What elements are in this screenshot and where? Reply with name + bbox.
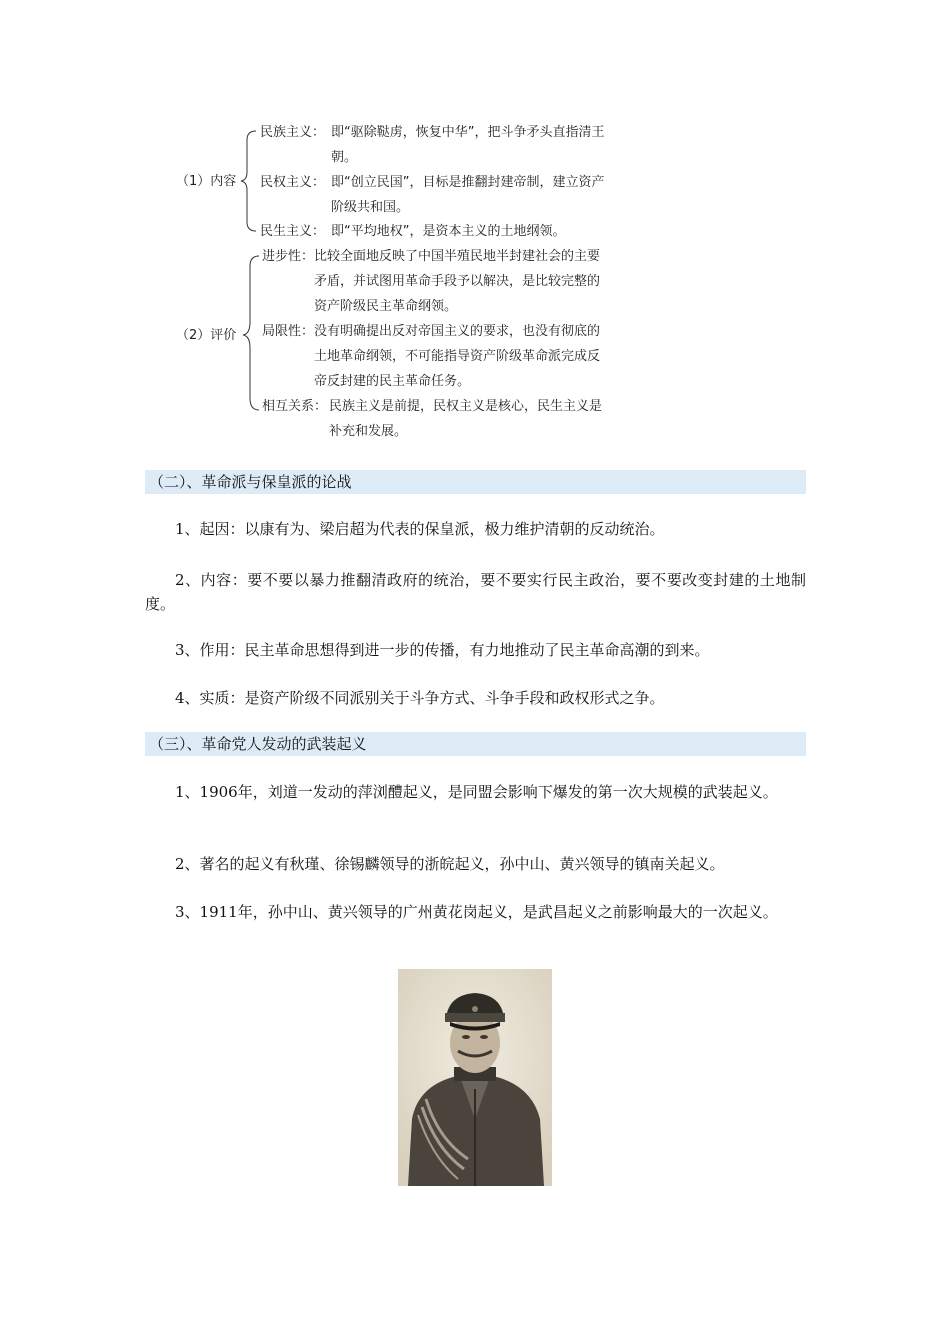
section3-heading: （三）、革命党人发动的武装起义: [145, 732, 806, 756]
progressive-term: 进步性：: [262, 249, 315, 264]
democracy-term: 民权主义：: [260, 175, 326, 190]
section3-para-1911: 3、1911年，孙中山、黄兴领导的广州黄花岗起义，是武昌起义之前影响最大的一次起义。: [175, 903, 778, 921]
progressive-text-line3: 资产阶级民主革命纲领。: [314, 299, 458, 314]
nationalism-text-line1: 即“驱除鞑虏，恢复中华”，把斗争矛头直指清王: [331, 125, 605, 140]
relation-term: 相互关系：: [262, 399, 328, 414]
nationalism-text-line2: 朝。: [331, 150, 358, 165]
democracy-text-line2: 阶级共和国。: [331, 200, 410, 215]
portrait-photo: [398, 969, 552, 1186]
progressive-text-line1: 比较全面地反映了中国半殖民地半封建社会的主要: [314, 249, 601, 264]
content-brace: [241, 131, 256, 231]
limitation-text-line2: 土地革命纲领，不可能指导资产阶级革命派完成反: [314, 349, 601, 364]
section2-para-essence: 4、实质：是资产阶级不同派别关于斗争方式、斗争手段和政权形式之争。: [175, 689, 665, 707]
limitation-term: 局限性：: [262, 324, 315, 339]
progressive-text-line2: 矛盾，并试图用革命手段予以解决，是比较完整的: [314, 274, 601, 289]
eval-label: （2）评价: [176, 328, 237, 343]
nationalism-term: 民族主义：: [260, 125, 326, 140]
relation-text-line1: 民族主义是前提，民权主义是核心，民生主义是: [329, 399, 603, 414]
portrait-illustration: [398, 969, 552, 1186]
doctrine-diagram: [0, 0, 950, 460]
section3-para-1906: 1、1906年，刘道一发动的萍浏醴起义，是同盟会影响下爆发的第一次大规模的武装起义。: [175, 783, 778, 801]
section3-para-famous: 2、著名的起义有秋瑾、徐锡麟领导的浙皖起义，孙中山、黄兴领导的镇南关起义。: [175, 855, 725, 873]
section2-para-effect: 3、作用：民主革命思想得到进一步的传播，有力地推动了民主革命高潮的到来。: [175, 641, 710, 659]
livelihood-term: 民生主义：: [260, 224, 326, 239]
content-label: （1）内容: [176, 174, 237, 189]
eval-brace: [243, 256, 259, 410]
section2-heading: （二）、革命派与保皇派的论战: [145, 470, 806, 494]
section2-para-content: 2、内容：要不要以暴力推翻清政府的统治，要不要实行民主政治，要不要改变封建的土地制度。: [145, 571, 806, 613]
livelihood-text-line1: 即“平均地权”，是资本主义的土地纲领。: [331, 224, 566, 239]
democracy-text-line1: 即“创立民国”，目标是推翻封建帝制，建立资产: [331, 175, 605, 190]
relation-text-line2: 补充和发展。: [329, 424, 408, 439]
limitation-text-line3: 帝反封建的民主革命任务。: [314, 374, 471, 389]
section2-para-cause: 1、起因：以康有为、梁启超为代表的保皇派，极力维护清朝的反动统治。: [175, 520, 665, 538]
limitation-text-line1: 没有明确提出反对帝国主义的要求，也没有彻底的: [314, 324, 601, 339]
